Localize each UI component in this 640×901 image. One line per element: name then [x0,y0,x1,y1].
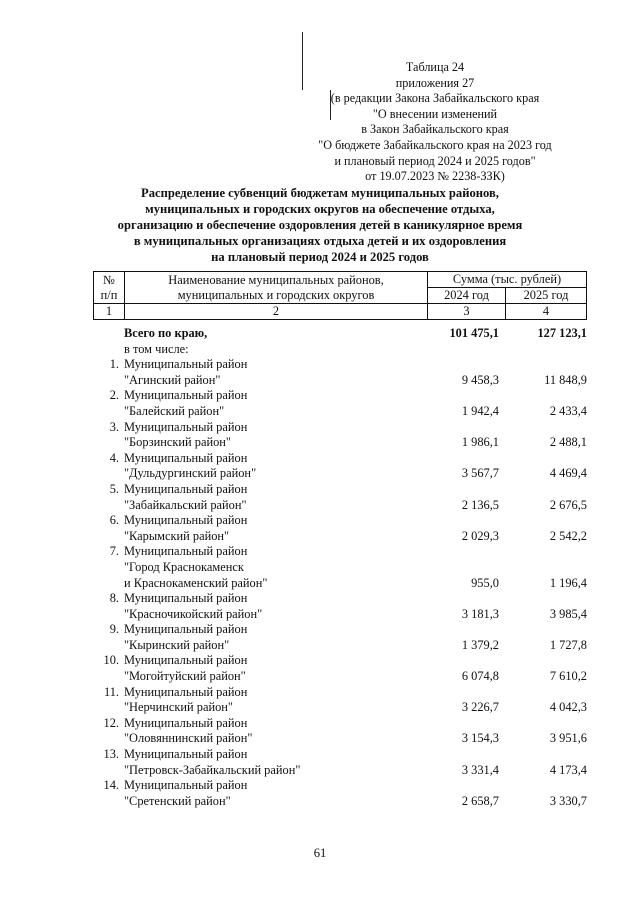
value-2025: 11 848,9 [544,372,587,387]
table-row [93,778,593,809]
col-index-3: 3 [428,304,506,320]
value-2025: 2 676,5 [549,497,587,512]
row-name-line: Муниципальный район [124,544,248,559]
title-line: Распределение субвенций бюджетам муниципальных районов, [141,186,499,200]
value-2025: 2 433,4 [549,403,587,418]
document-title [100,185,540,265]
row-name-line: Всего по краю, [124,326,208,340]
row-name-line: "Петровск-Забайкальский район" [124,762,301,777]
row-name-line: Муниципальный район [124,357,248,372]
row-name-line: "Сретенский район" [124,793,231,808]
row-name [124,388,434,419]
col-name-header: Наименование муниципальных районов, муниципальных и городских округов [125,272,428,304]
value-2024: 955,0 [471,575,499,590]
col-index-2: 2 [125,304,428,320]
header-line: "О бюджете Забайкальского края на 2023 год [318,137,552,152]
row-name-line: "Могойтуйский район" [124,669,246,684]
row-name [124,420,434,451]
row-name-line: Муниципальный район [124,388,248,403]
header-line: и плановый период 2024 и 2025 годов" [334,153,536,168]
document-header [300,60,570,185]
table-row [93,357,593,388]
value-2024: 2 658,7 [461,793,499,808]
header-line: Таблица 24 [405,60,465,74]
row-name [124,357,434,388]
value-2025: 3 951,6 [549,731,587,746]
table-row [93,420,593,451]
row-number: 14. [103,778,119,793]
row-number: 2. [109,388,119,403]
value-2025: 2 542,2 [549,528,587,543]
row-name-line: "Нерчинский район" [124,700,233,715]
row-name-line: Муниципальный район [124,653,248,668]
title-line: муниципальных и городских округов на обеспечение отдыха, [145,202,495,216]
table-row [93,388,593,419]
table-header [93,271,587,320]
page-number: 61 [313,846,327,860]
row-name-line: Муниципальный район [124,450,248,465]
row-number: 5. [109,481,119,496]
header-line: от 19.07.2023 № 2238-ЗЗК) [365,169,505,184]
value-2024: 101 475,1 [449,326,499,340]
row-name-line: "Красночикойский район" [124,606,263,621]
table-row [93,591,593,622]
row-number: 6. [109,513,119,528]
table-row [93,653,593,684]
header-line: "О внесении изменений [372,106,498,121]
value-2024: 2 136,5 [461,497,499,512]
table-row [93,342,593,358]
title-line: организацию и обеспечение оздоровления детей в каникулярное время [117,218,523,232]
header-line: (в редакции Закона Забайкальского края [330,91,540,106]
value-2025: 3 985,4 [549,606,587,621]
value-2025: 3 330,7 [549,793,587,808]
row-name-line: "Оловяннинский район" [124,731,253,746]
table-row [93,622,593,653]
row-name-line: Муниципальный район [124,747,248,762]
row-number: 12. [103,715,119,730]
row-name [124,778,434,809]
title-line: на плановый период 2024 и 2025 годов [211,250,429,264]
row-name [124,482,434,513]
value-2025: 4 042,3 [549,700,587,715]
row-name-line: Муниципальный район [124,419,248,434]
value-2025: 4 469,4 [549,466,587,481]
row-name [124,685,434,716]
col-index-1: 1 [94,304,125,320]
row-number: 4. [109,450,119,465]
row-number: 11. [103,684,119,699]
value-2024: 3 181,3 [461,606,499,621]
row-name [124,451,434,482]
value-2024: 2 029,3 [461,528,499,543]
row-name-line: Муниципальный район [124,715,248,730]
col-index-4: 4 [506,304,587,320]
row-number: 10. [103,653,119,668]
value-2024: 1 986,1 [461,435,499,450]
row-number: 1. [109,357,119,372]
table-row [93,685,593,716]
row-name [124,342,434,358]
row-number: 13. [103,747,119,762]
row-name [124,544,434,591]
table-row [93,716,593,747]
row-name-line: "Карымский район" [124,528,230,543]
row-name [124,716,434,747]
row-name-line: Муниципальный район [124,778,248,793]
table-row [93,482,593,513]
value-2024: 9 458,3 [461,372,499,387]
value-2024: 1 379,2 [461,637,499,652]
col-year2-header: 2025 год [506,288,587,304]
col-year1-header: 2024 год [428,288,506,304]
row-name [124,653,434,684]
title-line: в муниципальных организациях отдыха детей и их оздоровления [133,234,507,248]
table-row [93,544,593,591]
value-2024: 1 942,4 [461,403,499,418]
header-line: в Закон Забайкальского края [361,122,509,137]
row-name-line: и Краснокаменский район" [124,575,268,590]
row-name-line: "Забайкальский район" [124,497,247,512]
row-name-line: "Кыринский район" [124,637,230,652]
header-line: приложения 27 [395,75,475,90]
value-2024: 3 226,7 [461,700,499,715]
row-name [124,622,434,653]
row-name-line: Муниципальный район [124,481,248,496]
row-name-line: "Агинский район" [124,372,221,387]
row-number: 8. [109,591,119,606]
row-name-line: "Балейский район" [124,403,225,418]
row-name-line: Муниципальный район [124,622,248,637]
row-name-line: Муниципальный район [124,684,248,699]
table-row [93,513,593,544]
value-2025: 2 488,1 [549,435,587,450]
value-2024: 3 154,3 [461,731,499,746]
row-name-line: "Дульдургинский район" [124,466,257,481]
row-name [124,747,434,778]
row-name [124,513,434,544]
value-2024: 3 567,7 [461,466,499,481]
row-number: 3. [109,419,119,434]
table-body [93,326,593,809]
value-2024: 3 331,4 [461,762,499,777]
row-name-line: "Борзинский район" [124,435,231,450]
row-name [124,591,434,622]
value-2025: 1 727,8 [549,637,587,652]
row-name [124,326,434,342]
table-row [93,451,593,482]
row-name-line: Муниципальный район [124,513,248,528]
table-row [93,747,593,778]
value-2025: 7 610,2 [549,669,587,684]
value-2025: 4 173,4 [549,762,587,777]
col-sum-header: Сумма (тыс. рублей) [428,272,587,288]
row-number: 7. [109,544,119,559]
col-num-header: № п/п [94,272,125,304]
row-number: 9. [109,622,119,637]
value-2025: 127 123,1 [537,326,587,340]
row-name-line: в том числе: [124,341,189,356]
value-2024: 6 074,8 [461,669,499,684]
row-name-line: Муниципальный район [124,591,248,606]
value-2025: 1 196,4 [549,575,587,590]
table-row [93,326,593,342]
row-name-line: "Город Краснокаменск [124,559,244,574]
